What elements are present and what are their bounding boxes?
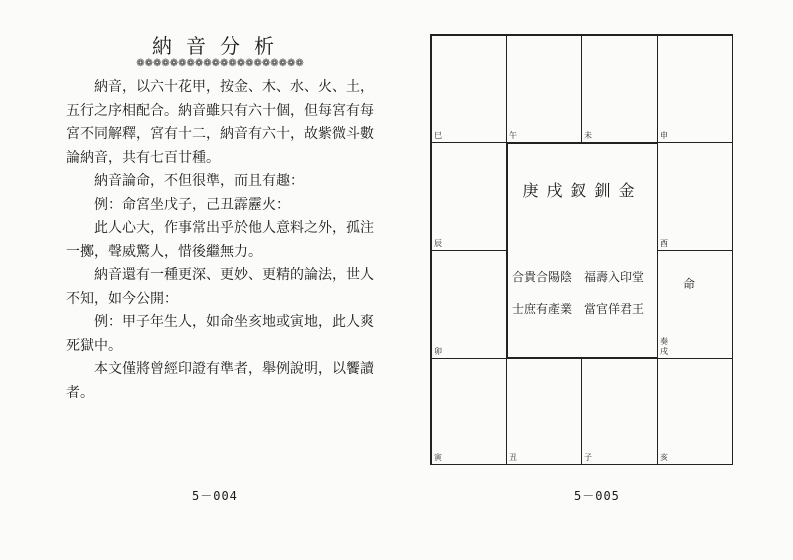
chart-center [507, 143, 658, 358]
page-title: 納音分析 [152, 34, 288, 58]
paragraph: 納音論命，不但很準，而且有趣： [94, 173, 304, 189]
paragraph: 納音，以六十花甲，按金、木、水、火、土，五行之序相配合。納音雖只有六十個，但每宮有每宮不同解釋，宮有十二，納音有六十，故紫微斗數論納音，共有七百廿種。 [66, 79, 374, 166]
palace-label: 未 [584, 131, 592, 140]
palace-label: 酉 [660, 239, 668, 248]
paragraph: 例：甲子年生人，如命坐亥地或寅地，此人爽死獄中。 [66, 314, 374, 354]
palace-cell-mao [431, 250, 507, 359]
palace-cell-wu [506, 35, 582, 143]
astrology-chart [430, 34, 733, 465]
page-number-left: 5－004 [192, 489, 238, 503]
palace-cell-si [431, 35, 507, 143]
ornament-divider: ❁❁❁❁❁❁❁❁❁❁❁❁❁❁❁❁❁❁❁❁ [136, 58, 304, 69]
paragraph: 納音還有一種更深、更妙、更精的論法，世人不知，如今公開： [66, 267, 374, 307]
paragraph: 本文僅將曾經印證有準者，舉例說明，以饗讀者。 [66, 361, 374, 401]
paragraph: 此人心大，作事常出乎於他人意料之外，孤注一擲，聲威驚人，惜後繼無力。 [66, 220, 374, 260]
paragraph: 例：命宮坐戊子，己丑霹靂火： [94, 196, 290, 213]
palace-label: 寅 [434, 453, 442, 462]
palace-cell-chou [506, 358, 582, 465]
palace-cell-zi [581, 358, 658, 465]
palace-cell-chen [431, 142, 507, 251]
palace-label: 卯 [434, 347, 442, 356]
body-text [66, 76, 378, 405]
palace-label: 午 [509, 131, 517, 140]
palace-label: 申 [660, 131, 668, 140]
palace-label: 亥 [660, 453, 668, 462]
palace-extra-label: 奏 [660, 337, 668, 346]
ming-label: 命 [683, 277, 696, 291]
verse-line-2: 士庶有產業 當官佯君王 [512, 302, 645, 316]
palace-label: 丑 [509, 453, 517, 462]
palace-cell-hai [657, 358, 733, 465]
palace-label: 辰 [434, 239, 442, 248]
page-number-right: 5－005 [574, 489, 620, 503]
verse-line-1: 合貴合陽陰 福壽入印堂 [512, 270, 645, 284]
palace-label: 巳 [434, 131, 442, 140]
palace-cell-shen [657, 35, 733, 143]
palace-cell-you [657, 142, 733, 251]
palace-cell-yin [431, 358, 507, 465]
nayin-title: 庚戌釵釧金 [522, 181, 643, 200]
palace-label: 子 [584, 453, 592, 462]
palace-cell-xu [657, 250, 733, 359]
palace-cell-wei [581, 35, 658, 143]
palace-label: 戌 [660, 347, 668, 356]
